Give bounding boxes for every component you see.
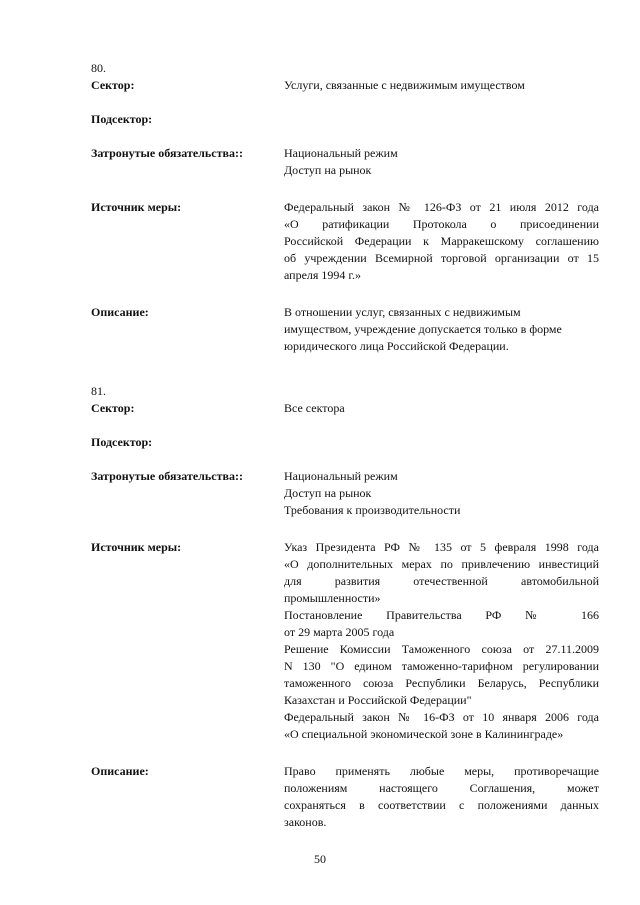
source-line: Федеральный закон № 126-ФЗ от 21 июля 2012 года [284,200,599,214]
subsector-row [91,434,599,451]
obligation-item: Национальный режим [284,469,398,483]
description-text [284,763,599,831]
entry-80 [91,60,599,355]
description-label: Описание: [91,305,149,319]
obligations-row [91,468,599,519]
source-line: N 130 "О едином таможенно-тарифном регулировании [284,659,599,673]
source-line: Постановление Правительства РФ № 166 [284,608,599,622]
sector-label: Сектор: [91,401,135,415]
obligations-list [284,145,599,179]
entry-81 [91,383,599,831]
description-text [284,304,599,355]
source-text [284,539,599,743]
description-line: В отношении услуг, связанных с недвижимым [284,305,521,319]
source-text [284,199,599,284]
sector-row [91,77,599,94]
obligations-label: Затронутые обязательства:: [91,469,243,483]
subsector-label: Подсектор: [91,112,153,126]
description-label: Описание: [91,764,149,778]
description-line: имуществом, учреждение допускается только в форме [284,322,562,336]
sector-value: Все сектора [284,401,345,415]
obligations-label: Затронутые обязательства:: [91,146,243,160]
source-line: для развития отечественной автомобильной [284,574,599,588]
source-line: Российской Федерации к Марракешскому соглашению [284,234,599,248]
description-line: Право применять любые меры, противоречащие [284,764,599,778]
obligation-item: Национальный режим [284,146,398,160]
obligations-row [91,145,599,179]
description-line: юридического лица Российской Федерации. [284,339,509,353]
source-line: апреля 1994 г.» [284,268,361,282]
source-label: Источник меры: [91,540,182,554]
description-row [91,763,599,831]
description-line: положениям настоящего Соглашения, может [284,781,599,795]
obligation-item: Доступ на рынок [284,486,372,500]
source-line: «О дополнительных мерах по привлечению инвестиций [284,557,599,571]
source-line: промышленности» [284,591,381,605]
description-line: сохраняться в соответствии с положениями данных [284,798,599,812]
obligation-item: Требования к производительности [284,503,461,517]
source-row [91,539,599,743]
obligation-item: Доступ на рынок [284,163,372,177]
entry-number: 80. [91,61,106,75]
subsector-label: Подсектор: [91,435,153,449]
entry-number: 81. [91,384,106,398]
source-line: Федеральный закон № 16-ФЗ от 10 января 2006 года [284,710,599,724]
source-line: таможенного союза Республики Беларусь, Республики [284,676,599,690]
source-line: «О специальной экономической зоне в Калининграде» [284,727,564,741]
subsector-row [91,111,599,128]
description-line: законов. [284,815,327,829]
source-line: Казахстан и Российской Федерации" [284,693,472,707]
source-line: об учреждении Всемирной торговой организации от 15 [284,251,599,265]
page-number: 50 [314,852,326,866]
subsector-value [284,111,599,128]
source-line: «О ратификации Протокола о присоединении [284,217,599,231]
source-line: от 29 марта 2005 года [284,625,395,639]
obligations-list [284,468,599,519]
subsector-value [284,434,599,451]
sector-label: Сектор: [91,78,135,92]
source-label: Источник меры: [91,200,182,214]
source-line: Указ Президента РФ № 135 от 5 февраля 1998 года [284,540,599,554]
sector-row [91,400,599,417]
description-row [91,304,599,355]
source-row [91,199,599,284]
sector-value: Услуги, связанные с недвижимым имуществом [284,78,525,92]
source-line: Решение Комиссии Таможенного союза от 27.11.2009 [284,642,599,656]
